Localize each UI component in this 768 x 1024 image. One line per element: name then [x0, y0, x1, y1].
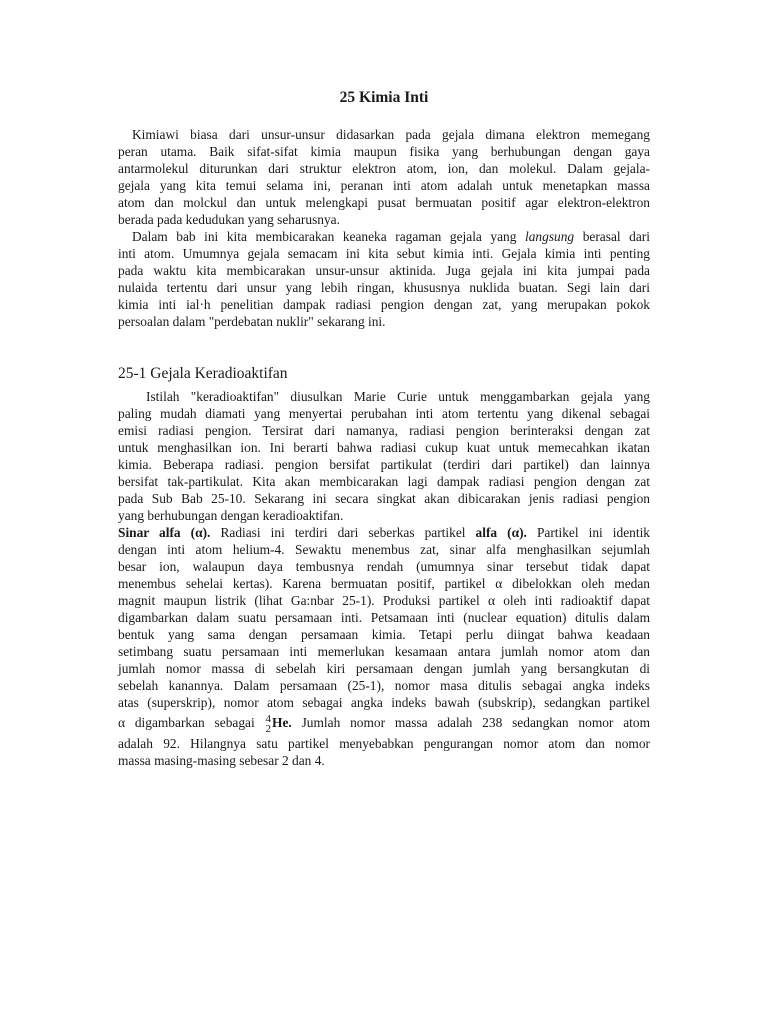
text-line: adalah 92. Hilangnya satu partikel menyebabkan pengurangan nomor atom dan nomor	[118, 736, 650, 751]
text-line: untuk menghasilkan ion. Ini berarti bahwa radiasi cukup kuat untuk memecahkan ikatan	[118, 440, 650, 455]
text-line: setimbang suatu persamaan inti memerlukan kesamaan antara jumlah nomor atom dan	[118, 644, 650, 659]
text-line: sebelah kanannya. Dalam persamaan (25-1), nomor masa ditulis sebagai angka indeks	[118, 678, 650, 693]
intro-paragraph-1	[118, 126, 650, 228]
text-line: atas (superskrip), nomor atom sebagai angka indeks bawah (subskrip), sedangkan partikel	[118, 695, 650, 710]
section-paragraph	[118, 388, 650, 524]
text-line: menembus sehelai kertas). Karena bermuatan positif, partikel α dibelokkan oleh medan	[118, 576, 650, 591]
atomic-number: 2	[265, 722, 272, 735]
text-line: dengan inti atom helium-4. Sewaktu menembus zat, sinar alfa menghasilkan sejumlah	[118, 542, 650, 557]
text-segment: α digambarkan sebagai	[118, 715, 255, 730]
text-segment: Dalam bab ini kita membicarakan keaneka ragaman gejala yang	[132, 229, 517, 244]
text-line: kimia. Beberapa radiasi. pengion bersifat partikulat (terdiri dari partikel) dan lainnya	[118, 457, 650, 472]
text-line: bersifat tak-partikulat. Kita akan membicarakan lagi dampak radiasi pengion dengan zat	[118, 474, 650, 489]
bold-term: Sinar alfa (α).	[118, 525, 211, 540]
text-line: nulaida tertentu dari unsur yang lebih ringan, khususnya nuklida buatan. Segi lain dari	[118, 280, 650, 295]
mass-number: 4	[265, 712, 272, 725]
italic-term: langsung	[525, 229, 575, 244]
text-line: massa masing-masing sebesar 2 dan 4.	[118, 753, 325, 768]
text-line: bentuk yang sama dengan persamaan kimia. Tetapi perlu diingat bahwa keadaan	[118, 627, 650, 642]
text-line: paling mudah diamati yang menyertai perubahan inti atom tertentu yang dikenal sebagai	[118, 406, 650, 421]
text-line: persoalan dalam "perdebatan nuklir" sekarang ini.	[118, 314, 386, 329]
text-line: magnit maupun listrik (lihat Ga:nbar 25-1). Produksi partikel α oleh inti radioaktif dapat	[118, 593, 650, 608]
text-line: pada waktu kita membicarakan unsur-unsur aktinida. Juga gejala ini kita jumpai pada	[118, 263, 650, 278]
text-line: jumlah nomor massa di sebelah kiri persamaan dengan jumlah yang bersangkutan di	[118, 661, 650, 676]
page-title: 25 Kimia Inti	[339, 89, 429, 106]
alpha-ray-paragraph	[118, 524, 650, 769]
text-line: gejala yang kita temui selama ini, peranan inti atom adalah untuk menetapkan massa	[118, 178, 650, 193]
text-line	[118, 524, 650, 541]
text-line: kimia inti ial·h penelitian dampak radiasi pengion dengan zat, yang merupakan pokok	[118, 297, 650, 312]
text-segment: Radiasi ini terdiri dari seberkas partikel	[220, 525, 466, 540]
text-line: yang berhubungan dengan keradioaktifan.	[118, 508, 344, 523]
text-line: Istilah "keradioaktifan" diusulkan Marie Curie untuk menggambarkan gejala yang	[146, 389, 650, 404]
bold-term: alfa (α).	[475, 525, 527, 540]
section-heading: 25-1 Gejala Keradioaktifan	[118, 365, 288, 382]
helium-symbol: He.	[272, 715, 292, 730]
text-segment: Partikel ini identik	[536, 525, 650, 540]
text-line: antarmolekul diturunkan dari struktur elektron atom, ion, dan molekul. Dalam gejala-	[118, 161, 650, 176]
text-line	[118, 228, 650, 245]
text-line: digambarkan dalam suatu persamaan inti. Petsamaan inti (nuclear equation) ditulis dalam	[118, 610, 650, 625]
text-line: emisi radiasi pengion. Tersirat dari namanya, radiasi pengion berinteraksi dengan zat	[118, 423, 650, 438]
text-segment: Jumlah nomor massa adalah 238 sedangkan nomor atom	[301, 715, 650, 730]
text-line: berada pada kedudukan yang seharusnya.	[118, 212, 340, 227]
text-line: atom dan molckul dan untuk melengkapi pusat bermuatan positif agar elektron-elektron	[118, 195, 650, 210]
intro-paragraph-2	[118, 228, 650, 330]
text-line: besar ion, walaupun daya tembusnya rendah (umumnya sinar tersebut tidak dapat	[118, 559, 650, 574]
text-segment: berasal dari	[582, 229, 650, 244]
text-line: Kimiawi biasa dari unsur-unsur didasarkan pada gejala dimana elektron memegang	[132, 127, 650, 142]
text-line: inti atom. Umumnya gejala semacam ini kita sebut kimia inti. Gejala kimia inti penting	[118, 246, 650, 261]
text-line: peran utama. Baik sifat-sifat kimia maupun fisika yang berhubungan dengan gaya	[118, 144, 650, 159]
formula-line	[118, 711, 650, 735]
text-line: pada Sub Bab 25-10. Sekarang ini secara singkat akan dibicarakan jenis radiasi pengion	[118, 491, 650, 506]
nuclide-notation	[266, 714, 272, 734]
